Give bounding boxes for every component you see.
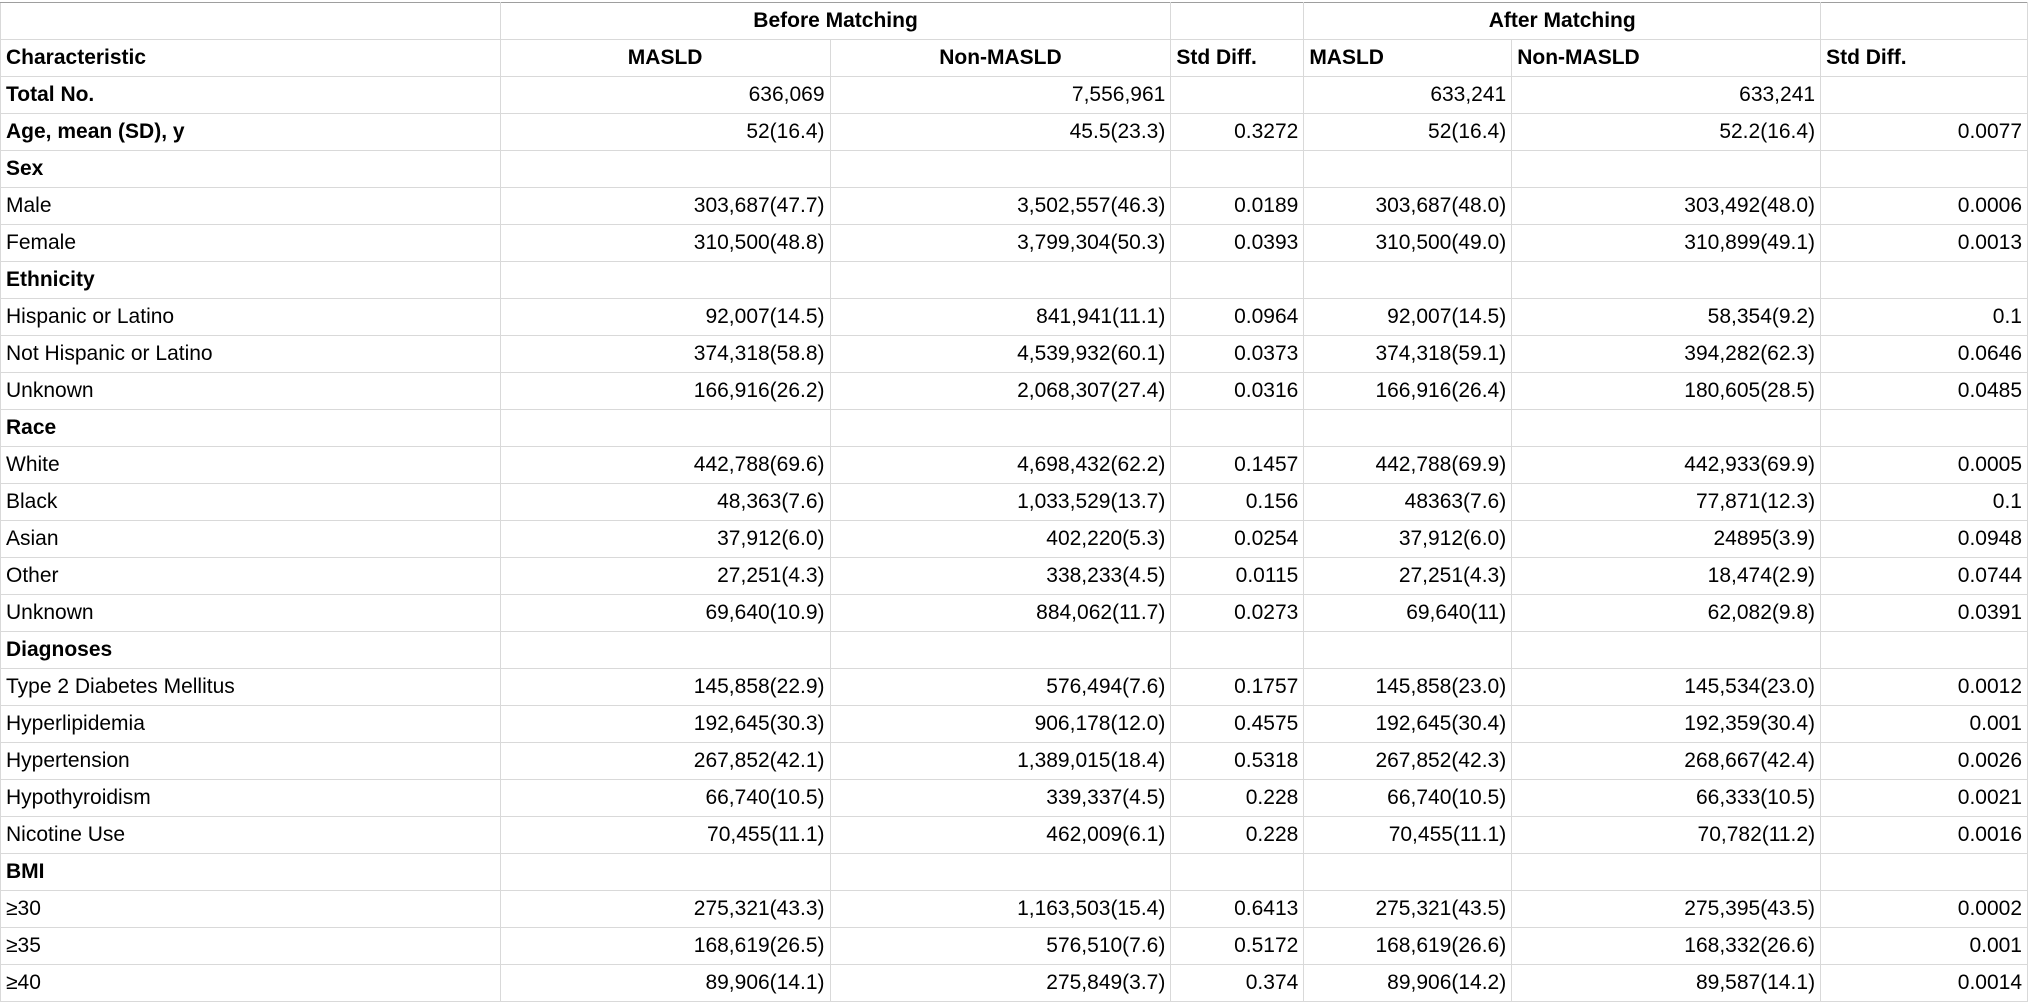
after-non-masld-cell[interactable]: 310,899(49.1) <box>1512 225 1821 262</box>
before-masld-cell[interactable]: 275,321(43.3) <box>500 891 830 928</box>
row-label[interactable]: Other <box>1 558 501 595</box>
after-non-masld-cell[interactable]: 394,282(62.3) <box>1512 336 1821 373</box>
before-non-masld-cell[interactable]: 906,178(12.0) <box>830 706 1171 743</box>
before-non-masld-cell[interactable] <box>830 262 1171 299</box>
after-masld-cell[interactable]: 275,321(43.5) <box>1304 891 1512 928</box>
after-std-diff-cell[interactable]: 0.0744 <box>1821 558 2028 595</box>
before-std-diff-cell[interactable]: 0.0964 <box>1171 299 1304 336</box>
after-std-diff-header[interactable]: Std Diff. <box>1821 40 2028 77</box>
before-std-diff-cell[interactable] <box>1171 151 1304 188</box>
after-std-diff-cell[interactable]: 0.1 <box>1821 299 2028 336</box>
after-masld-cell[interactable] <box>1304 151 1512 188</box>
after-non-masld-cell[interactable]: 633,241 <box>1512 77 1821 114</box>
after-non-masld-cell[interactable]: 52.2(16.4) <box>1512 114 1821 151</box>
table-row <box>1 373 2028 410</box>
after-std-diff-cell[interactable]: 0.0026 <box>1821 743 2028 780</box>
after-std-diff-cell[interactable] <box>1821 77 2028 114</box>
before-non-masld-cell[interactable]: 3,799,304(50.3) <box>830 225 1171 262</box>
before-non-masld-cell[interactable]: 4,698,432(62.2) <box>830 447 1171 484</box>
before-masld-cell[interactable]: 168,619(26.5) <box>500 928 830 965</box>
section-header-row <box>1 632 2028 669</box>
before-std-diff-cell[interactable] <box>1171 410 1304 447</box>
before-non-masld-cell[interactable]: 3,502,557(46.3) <box>830 188 1171 225</box>
before-non-masld-cell[interactable]: 275,849(3.7) <box>830 965 1171 1002</box>
after-non-masld-cell[interactable]: 275,395(43.5) <box>1512 891 1821 928</box>
after-matching-header[interactable]: After Matching <box>1304 3 1821 40</box>
after-non-masld-cell[interactable] <box>1512 632 1821 669</box>
before-masld-cell[interactable]: 69,640(10.9) <box>500 595 830 632</box>
after-masld-cell[interactable]: 27,251(4.3) <box>1304 558 1512 595</box>
before-std-diff-cell[interactable]: 0.156 <box>1171 484 1304 521</box>
after-std-diff-cell[interactable]: 0.0485 <box>1821 373 2028 410</box>
after-masld-cell[interactable] <box>1304 632 1512 669</box>
after-non-masld-cell[interactable] <box>1512 151 1821 188</box>
after-masld-cell[interactable]: 92,007(14.5) <box>1304 299 1512 336</box>
after-std-diff-cell[interactable] <box>1821 151 2028 188</box>
before-std-diff-cell[interactable] <box>1171 77 1304 114</box>
after-masld-cell[interactable]: 267,852(42.3) <box>1304 743 1512 780</box>
before-masld-cell[interactable]: 52(16.4) <box>500 114 830 151</box>
after-masld-cell[interactable]: 374,318(59.1) <box>1304 336 1512 373</box>
header-blank-cell[interactable] <box>1171 3 1304 40</box>
after-masld-cell[interactable]: 145,858(23.0) <box>1304 669 1512 706</box>
after-non-masld-cell[interactable]: 268,667(42.4) <box>1512 743 1821 780</box>
before-std-diff-cell[interactable]: 0.0393 <box>1171 225 1304 262</box>
before-masld-cell[interactable]: 267,852(42.1) <box>500 743 830 780</box>
after-non-masld-cell[interactable]: 18,474(2.9) <box>1512 558 1821 595</box>
row-label[interactable]: Diagnoses <box>1 632 501 669</box>
section-header-row <box>1 854 2028 891</box>
before-masld-cell[interactable]: 66,740(10.5) <box>500 780 830 817</box>
table-row <box>1 780 2028 817</box>
row-label[interactable]: Ethnicity <box>1 262 501 299</box>
before-std-diff-cell[interactable]: 0.1757 <box>1171 669 1304 706</box>
group-header-row <box>1 3 2028 40</box>
table-row <box>1 891 2028 928</box>
after-masld-header[interactable]: MASLD <box>1304 40 1512 77</box>
after-non-masld-cell[interactable] <box>1512 262 1821 299</box>
before-non-masld-cell[interactable]: 884,062(11.7) <box>830 595 1171 632</box>
row-label[interactable]: Black <box>1 484 501 521</box>
row-label[interactable]: ≥30 <box>1 891 501 928</box>
before-masld-cell[interactable]: 303,687(47.7) <box>500 188 830 225</box>
after-non-masld-cell[interactable]: 66,333(10.5) <box>1512 780 1821 817</box>
row-label[interactable]: Race <box>1 410 501 447</box>
characteristic-header[interactable]: Characteristic <box>1 40 501 77</box>
after-std-diff-cell[interactable]: 0.0013 <box>1821 225 2028 262</box>
after-std-diff-cell[interactable]: 0.0012 <box>1821 669 2028 706</box>
after-std-diff-cell[interactable]: 0.001 <box>1821 706 2028 743</box>
table-row <box>1 595 2028 632</box>
after-non-masld-cell[interactable]: 442,933(69.9) <box>1512 447 1821 484</box>
table-row <box>1 484 2028 521</box>
column-header-row <box>1 40 2028 77</box>
after-masld-cell[interactable]: 168,619(26.6) <box>1304 928 1512 965</box>
row-label[interactable]: Female <box>1 225 501 262</box>
row-label[interactable]: Male <box>1 188 501 225</box>
after-std-diff-cell[interactable]: 0.0077 <box>1821 114 2028 151</box>
before-masld-cell[interactable]: 70,455(11.1) <box>500 817 830 854</box>
row-label[interactable]: Not Hispanic or Latino <box>1 336 501 373</box>
before-non-masld-cell[interactable]: 338,233(4.5) <box>830 558 1171 595</box>
before-masld-cell[interactable] <box>500 410 830 447</box>
after-masld-cell[interactable]: 69,640(11) <box>1304 595 1512 632</box>
table-row <box>1 706 2028 743</box>
after-std-diff-cell[interactable]: 0.0005 <box>1821 447 2028 484</box>
after-non-masld-header[interactable]: Non-MASLD <box>1512 40 1821 77</box>
table-row <box>1 188 2028 225</box>
table-row <box>1 521 2028 558</box>
before-non-masld-cell[interactable]: 4,539,932(60.1) <box>830 336 1171 373</box>
before-non-masld-cell[interactable]: 1,389,015(18.4) <box>830 743 1171 780</box>
before-non-masld-cell[interactable]: 576,510(7.6) <box>830 928 1171 965</box>
before-non-masld-cell[interactable]: 7,556,961 <box>830 77 1171 114</box>
before-masld-cell[interactable]: 192,645(30.3) <box>500 706 830 743</box>
after-std-diff-cell[interactable]: 0.0016 <box>1821 817 2028 854</box>
before-masld-cell[interactable]: 27,251(4.3) <box>500 558 830 595</box>
section-header-row <box>1 151 2028 188</box>
before-masld-cell[interactable]: 310,500(48.8) <box>500 225 830 262</box>
before-std-diff-cell[interactable]: 0.0373 <box>1171 336 1304 373</box>
row-label[interactable]: Hypertension <box>1 743 501 780</box>
before-std-diff-cell[interactable]: 0.374 <box>1171 965 1304 1002</box>
before-non-masld-cell[interactable] <box>830 854 1171 891</box>
before-masld-cell[interactable]: 92,007(14.5) <box>500 299 830 336</box>
before-non-masld-cell[interactable]: 576,494(7.6) <box>830 669 1171 706</box>
row-label[interactable]: Nicotine Use <box>1 817 501 854</box>
after-non-masld-cell[interactable]: 180,605(28.5) <box>1512 373 1821 410</box>
before-masld-cell[interactable] <box>500 262 830 299</box>
before-std-diff-header[interactable]: Std Diff. <box>1171 40 1304 77</box>
table-row <box>1 225 2028 262</box>
before-non-masld-cell[interactable]: 402,220(5.3) <box>830 521 1171 558</box>
before-masld-cell[interactable]: 636,069 <box>500 77 830 114</box>
after-std-diff-cell[interactable] <box>1821 632 2028 669</box>
after-std-diff-cell[interactable]: 0.0014 <box>1821 965 2028 1002</box>
before-non-masld-cell[interactable] <box>830 151 1171 188</box>
before-std-diff-cell[interactable]: 0.6413 <box>1171 891 1304 928</box>
table-row <box>1 965 2028 1002</box>
row-label[interactable]: ≥35 <box>1 928 501 965</box>
before-non-masld-cell[interactable] <box>830 410 1171 447</box>
before-non-masld-header[interactable]: Non-MASLD <box>830 40 1171 77</box>
after-non-masld-cell[interactable]: 89,587(14.1) <box>1512 965 1821 1002</box>
before-std-diff-cell[interactable]: 0.0115 <box>1171 558 1304 595</box>
before-non-masld-cell[interactable] <box>830 632 1171 669</box>
table-row <box>1 669 2028 706</box>
after-masld-cell[interactable]: 48363(7.6) <box>1304 484 1512 521</box>
after-std-diff-cell[interactable] <box>1821 410 2028 447</box>
before-masld-cell[interactable] <box>500 632 830 669</box>
row-label[interactable]: Age, mean (SD), y <box>1 114 501 151</box>
after-masld-cell[interactable]: 52(16.4) <box>1304 114 1512 151</box>
row-label[interactable]: Sex <box>1 151 501 188</box>
after-non-masld-cell[interactable]: 24895(3.9) <box>1512 521 1821 558</box>
before-std-diff-cell[interactable]: 0.4575 <box>1171 706 1304 743</box>
after-masld-cell[interactable]: 66,740(10.5) <box>1304 780 1512 817</box>
after-std-diff-cell[interactable]: 0.0948 <box>1821 521 2028 558</box>
before-std-diff-cell[interactable]: 0.0316 <box>1171 373 1304 410</box>
before-std-diff-cell[interactable]: 0.228 <box>1171 817 1304 854</box>
after-std-diff-cell[interactable]: 0.0021 <box>1821 780 2028 817</box>
before-std-diff-cell[interactable] <box>1171 632 1304 669</box>
after-non-masld-cell[interactable]: 168,332(26.6) <box>1512 928 1821 965</box>
before-std-diff-cell[interactable] <box>1171 262 1304 299</box>
after-masld-cell[interactable]: 303,687(48.0) <box>1304 188 1512 225</box>
before-masld-cell[interactable]: 442,788(69.6) <box>500 447 830 484</box>
before-std-diff-cell[interactable]: 0.228 <box>1171 780 1304 817</box>
after-std-diff-cell[interactable]: 0.0002 <box>1821 891 2028 928</box>
after-masld-cell[interactable]: 442,788(69.9) <box>1304 447 1512 484</box>
before-masld-cell[interactable] <box>500 854 830 891</box>
after-non-masld-cell[interactable] <box>1512 410 1821 447</box>
after-masld-cell[interactable] <box>1304 262 1512 299</box>
row-label[interactable]: BMI <box>1 854 501 891</box>
row-label[interactable]: Unknown <box>1 373 501 410</box>
table-row <box>1 743 2028 780</box>
row-label[interactable]: Hispanic or Latino <box>1 299 501 336</box>
before-non-masld-cell[interactable]: 339,337(4.5) <box>830 780 1171 817</box>
before-masld-cell[interactable]: 37,912(6.0) <box>500 521 830 558</box>
after-non-masld-cell[interactable]: 145,534(23.0) <box>1512 669 1821 706</box>
table-row <box>1 447 2028 484</box>
before-std-diff-cell[interactable]: 0.5318 <box>1171 743 1304 780</box>
after-std-diff-cell[interactable] <box>1821 262 2028 299</box>
before-masld-header[interactable]: MASLD <box>500 40 830 77</box>
section-header-row <box>1 410 2028 447</box>
after-non-masld-cell[interactable]: 303,492(48.0) <box>1512 188 1821 225</box>
row-label[interactable]: Type 2 Diabetes Mellitus <box>1 669 501 706</box>
after-std-diff-cell[interactable]: 0.0646 <box>1821 336 2028 373</box>
before-non-masld-cell[interactable]: 45.5(23.3) <box>830 114 1171 151</box>
table-row <box>1 336 2028 373</box>
after-non-masld-cell[interactable]: 70,782(11.2) <box>1512 817 1821 854</box>
after-masld-cell[interactable]: 70,455(11.1) <box>1304 817 1512 854</box>
before-matching-header[interactable]: Before Matching <box>500 3 1171 40</box>
before-masld-cell[interactable] <box>500 151 830 188</box>
after-std-diff-cell[interactable]: 0.0006 <box>1821 188 2028 225</box>
before-std-diff-cell[interactable]: 0.1457 <box>1171 447 1304 484</box>
table-row <box>1 77 2028 114</box>
section-header-row <box>1 262 2028 299</box>
before-std-diff-cell[interactable] <box>1171 854 1304 891</box>
after-non-masld-cell[interactable]: 58,354(9.2) <box>1512 299 1821 336</box>
before-std-diff-cell[interactable]: 0.0189 <box>1171 188 1304 225</box>
before-std-diff-cell[interactable]: 0.3272 <box>1171 114 1304 151</box>
before-non-masld-cell[interactable]: 1,163,503(15.4) <box>830 891 1171 928</box>
table-row <box>1 558 2028 595</box>
before-std-diff-cell[interactable]: 0.0273 <box>1171 595 1304 632</box>
after-non-masld-cell[interactable] <box>1512 854 1821 891</box>
row-label[interactable]: White <box>1 447 501 484</box>
before-masld-cell[interactable]: 166,916(26.2) <box>500 373 830 410</box>
header-blank-cell[interactable] <box>1 3 501 40</box>
table-row <box>1 114 2028 151</box>
table-row <box>1 928 2028 965</box>
after-non-masld-cell[interactable]: 77,871(12.3) <box>1512 484 1821 521</box>
before-non-masld-cell[interactable]: 2,068,307(27.4) <box>830 373 1171 410</box>
before-non-masld-cell[interactable]: 1,033,529(13.7) <box>830 484 1171 521</box>
after-masld-cell[interactable] <box>1304 854 1512 891</box>
row-label[interactable]: Hyperlipidemia <box>1 706 501 743</box>
after-std-diff-cell[interactable] <box>1821 854 2028 891</box>
row-label[interactable]: Asian <box>1 521 501 558</box>
before-masld-cell[interactable]: 145,858(22.9) <box>500 669 830 706</box>
after-masld-cell[interactable]: 192,645(30.4) <box>1304 706 1512 743</box>
after-non-masld-cell[interactable]: 62,082(9.8) <box>1512 595 1821 632</box>
after-masld-cell[interactable]: 166,916(26.4) <box>1304 373 1512 410</box>
table-row <box>1 817 2028 854</box>
header-blank-cell[interactable] <box>1821 3 2028 40</box>
before-masld-cell[interactable]: 374,318(58.8) <box>500 336 830 373</box>
after-masld-cell[interactable]: 310,500(49.0) <box>1304 225 1512 262</box>
after-std-diff-cell[interactable]: 0.1 <box>1821 484 2028 521</box>
row-label[interactable]: Total No. <box>1 77 501 114</box>
characteristics-table <box>0 2 2028 1002</box>
after-std-diff-cell[interactable]: 0.0391 <box>1821 595 2028 632</box>
before-non-masld-cell[interactable]: 841,941(11.1) <box>830 299 1171 336</box>
before-std-diff-cell[interactable]: 0.5172 <box>1171 928 1304 965</box>
after-masld-cell[interactable]: 633,241 <box>1304 77 1512 114</box>
row-label[interactable]: ≥40 <box>1 965 501 1002</box>
table-row <box>1 299 2028 336</box>
after-non-masld-cell[interactable]: 192,359(30.4) <box>1512 706 1821 743</box>
after-masld-cell[interactable] <box>1304 410 1512 447</box>
before-std-diff-cell[interactable]: 0.0254 <box>1171 521 1304 558</box>
before-masld-cell[interactable]: 89,906(14.1) <box>500 965 830 1002</box>
before-masld-cell[interactable]: 48,363(7.6) <box>500 484 830 521</box>
after-masld-cell[interactable]: 89,906(14.2) <box>1304 965 1512 1002</box>
after-std-diff-cell[interactable]: 0.001 <box>1821 928 2028 965</box>
row-label[interactable]: Unknown <box>1 595 501 632</box>
after-masld-cell[interactable]: 37,912(6.0) <box>1304 521 1512 558</box>
row-label[interactable]: Hypothyroidism <box>1 780 501 817</box>
before-non-masld-cell[interactable]: 462,009(6.1) <box>830 817 1171 854</box>
